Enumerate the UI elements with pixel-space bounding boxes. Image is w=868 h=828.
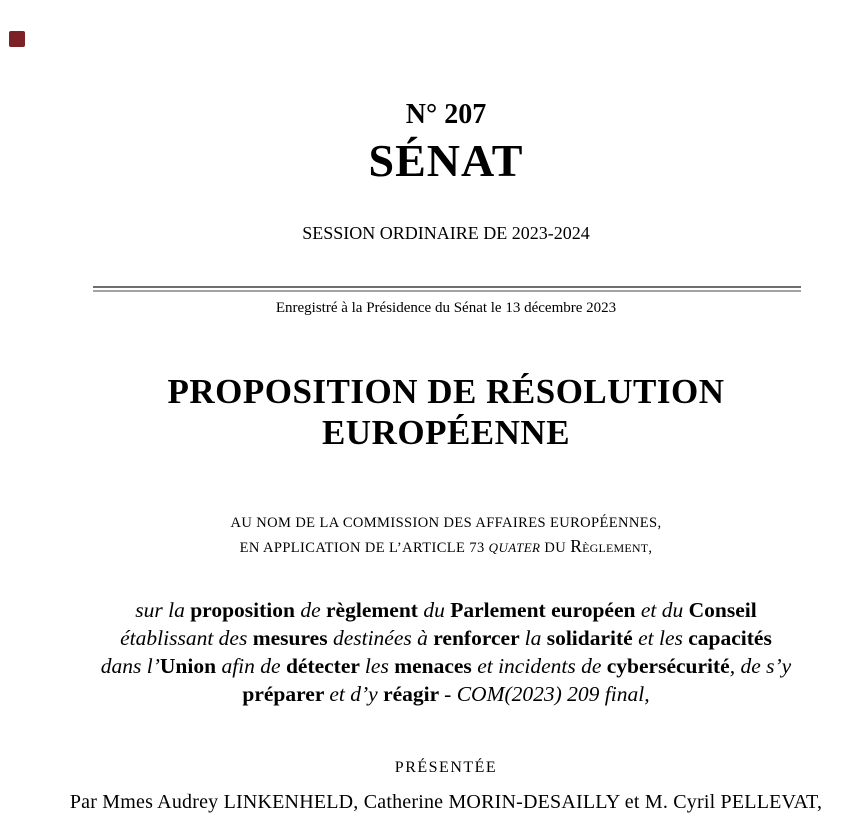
- application-text: EN APPLICATION DE L’ARTICLE 73: [239, 540, 489, 556]
- document-title-line1: PROPOSITION DE RÉSOLUTION: [167, 372, 725, 411]
- motif-segment: dans l’: [100, 654, 160, 678]
- motif-segment: proposition: [190, 598, 301, 622]
- reglement-word: Règlement: [570, 536, 649, 556]
- motif-segment: Union: [159, 654, 222, 678]
- motif-segment: solidarité: [546, 626, 639, 650]
- application-text: DU: [540, 540, 571, 556]
- motif-segment: de: [300, 598, 327, 622]
- presented-label: PRÉSENTÉE: [394, 759, 498, 776]
- senate-title: SÉNAT: [368, 135, 524, 186]
- motif-segment: cybersécurité: [606, 654, 730, 678]
- motif-segment: et d’y: [329, 682, 384, 706]
- motif-segment: renforcer: [433, 626, 525, 650]
- quater-word: QUATER: [488, 540, 541, 555]
- motif-segment: et incidents de: [477, 654, 607, 678]
- motif-segment: sur la: [135, 598, 191, 622]
- motif-segment: , de s’y: [729, 654, 792, 678]
- motif-segment: et les: [638, 626, 689, 650]
- authors-line: Par Mmes Audrey LINKENHELD, Catherine MORIN-DESAILLY et M. Cyril PELLEVAT,: [69, 791, 823, 813]
- motif-segment: mesures: [252, 626, 333, 650]
- motif-segment: du: [423, 598, 451, 622]
- motif-segment: menaces: [394, 654, 478, 678]
- motif-segment: les: [364, 654, 395, 678]
- commission-line: AU NOM DE LA COMMISSION DES AFFAIRES EUROPÉENNES,: [230, 515, 662, 531]
- motif-segment: la: [524, 626, 547, 650]
- motif-segment: - COM(2023) 209 final,: [444, 682, 650, 706]
- motif-segment: Parlement européen: [450, 598, 641, 622]
- separator-rule: [93, 286, 801, 292]
- motif-segment: préparer: [242, 682, 330, 706]
- application-line: [24, 535, 868, 560]
- commission-block: [24, 512, 868, 560]
- motif-segment: capacités: [688, 626, 772, 650]
- motif-line: [24, 624, 868, 652]
- senate-number: N° 207: [405, 99, 487, 130]
- document-title: [24, 371, 868, 453]
- motif-segment: détecter: [285, 654, 365, 678]
- motif-paragraph: [24, 596, 868, 708]
- motif-line: [24, 680, 868, 708]
- motif-segment: réagir: [383, 682, 445, 706]
- motif-segment: Conseil: [688, 598, 757, 622]
- session-line: SESSION ORDINAIRE DE 2023-2024: [302, 223, 590, 243]
- record-marker: [9, 31, 25, 47]
- document-title-line2: EUROPÉENNE: [321, 413, 571, 452]
- registration-line: Enregistré à la Présidence du Sénat le 13 décembre 2023: [275, 300, 617, 316]
- motif-segment: et du: [640, 598, 689, 622]
- application-text: ,: [648, 540, 653, 556]
- motif-segment: établissant des: [120, 626, 253, 650]
- motif-segment: afin de: [221, 654, 286, 678]
- motif-segment: destinées à: [332, 626, 434, 650]
- motif-segment: règlement: [326, 598, 424, 622]
- motif-line: [24, 596, 868, 624]
- motif-line: [24, 652, 868, 680]
